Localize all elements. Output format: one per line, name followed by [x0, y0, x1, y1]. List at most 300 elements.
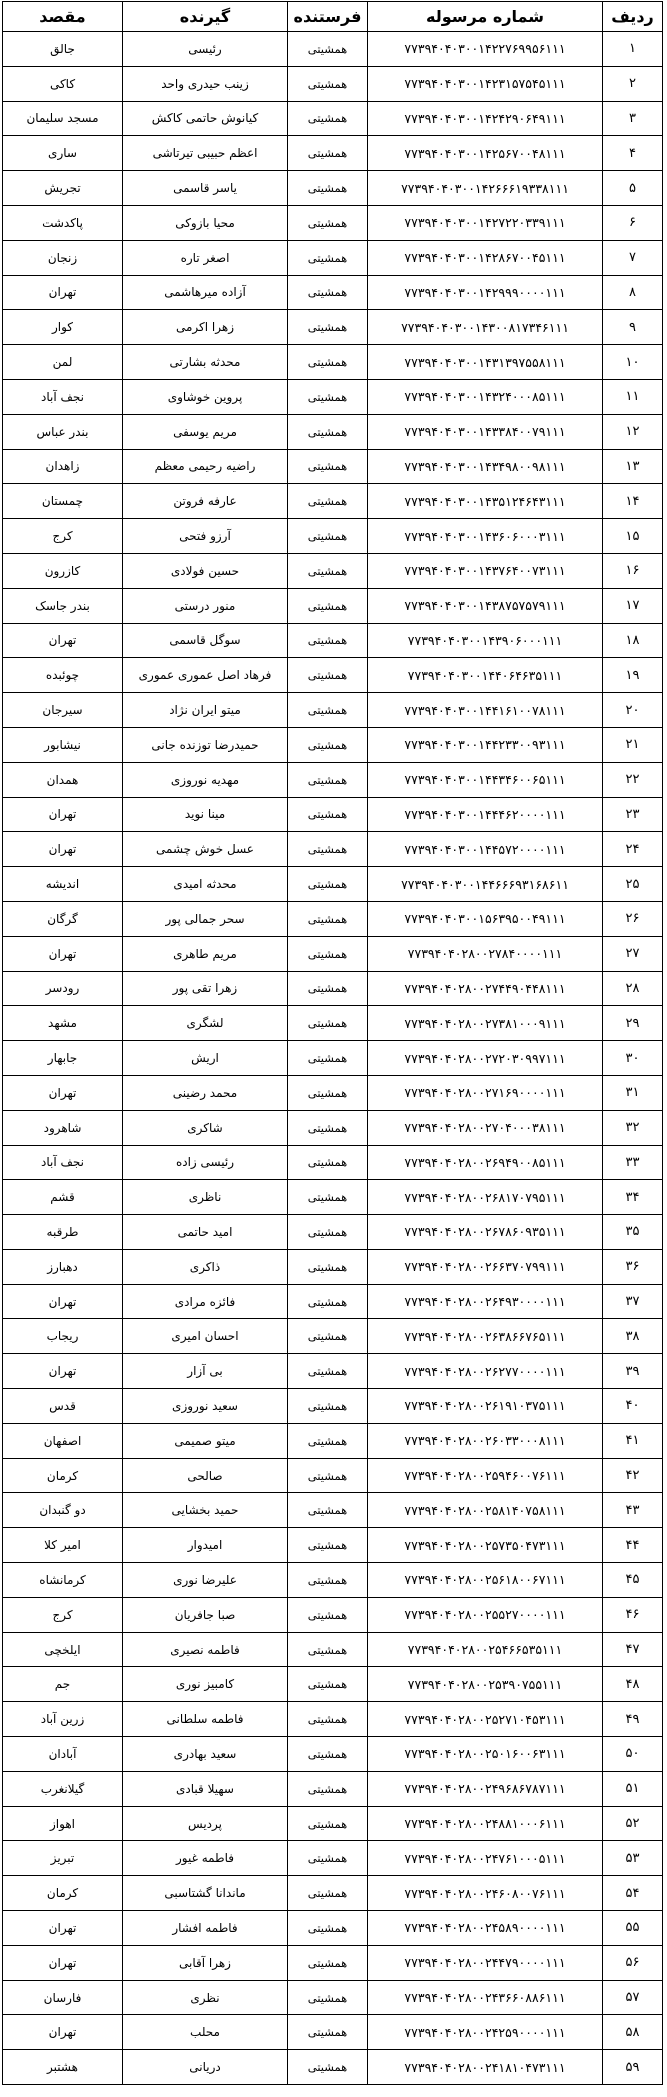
row-number-cell: ۴ [603, 136, 663, 171]
shipment-sheet [3, 1, 663, 2095]
table-row [3, 1876, 663, 1911]
row-number-cell: ۴۲ [603, 1458, 663, 1493]
destination-cell: کرمان [3, 1458, 123, 1493]
recipient-cell: فرهاد اصل عموری عموری [123, 658, 288, 693]
recipient-cell: مینا نوید [123, 797, 288, 832]
destination-cell: تبریز [3, 1841, 123, 1876]
row-number-cell: ۴۴ [603, 1528, 663, 1563]
sender-cell: همشیتی [288, 1354, 368, 1389]
tracking-number-cell: ۷۷۳۹۴۰۴۰۳۰۰۱۴۴۲۳۳۰۰۹۳۱۱۱ [368, 727, 603, 762]
sender-cell: همشیتی [288, 1597, 368, 1632]
destination-cell: اندیشه [3, 867, 123, 902]
recipient-cell: حسین فولادی [123, 553, 288, 588]
recipient-cell: منور درستی [123, 588, 288, 623]
tracking-number-cell: ۷۷۳۹۴۰۴۰۳۰۰۱۴۳۷۶۴۰۰۷۳۱۱۱ [368, 553, 603, 588]
tracking-number-cell: ۷۷۳۹۴۰۴۰۲۸۰۰۲۷۸۴۰۰۰۰۱۱۱ [368, 936, 603, 971]
row-number-cell: ۳ [603, 101, 663, 136]
row-number-cell: ۱۹ [603, 658, 663, 693]
table-row [3, 484, 663, 519]
sender-cell: همشیتی [288, 1563, 368, 1598]
tracking-number-cell: ۷۷۳۹۴۰۴۰۲۸۰۰۲۴۸۸۱۰۰۰۶۱۱۱ [368, 1806, 603, 1841]
row-number-cell: ۵۴ [603, 1876, 663, 1911]
table-row [3, 240, 663, 275]
row-number-cell: ۲۸ [603, 971, 663, 1006]
destination-cell: تهران [3, 797, 123, 832]
tracking-number-cell: ۷۷۳۹۴۰۴۰۲۸۰۰۲۵۶۱۸۰۰۶۷۱۱۱ [368, 1563, 603, 1598]
tracking-number-cell: ۷۷۳۹۴۰۴۰۲۸۰۰۲۷۲۰۳۰۹۹۷۱۱۱ [368, 1041, 603, 1076]
row-number-cell: ۵۰ [603, 1737, 663, 1772]
sender-cell: همشیتی [288, 936, 368, 971]
recipient-cell: زهرا آقابی [123, 1945, 288, 1980]
sender-cell: همشیتی [288, 1284, 368, 1319]
destination-cell: کاکی [3, 66, 123, 101]
sender-cell: همشیتی [288, 797, 368, 832]
recipient-cell: حمیدرضا توزنده جانی [123, 727, 288, 762]
recipient-cell: پروین خوشاوی [123, 379, 288, 414]
table-row [3, 310, 663, 345]
destination-cell: آبادان [3, 1737, 123, 1772]
tracking-number-cell: ۷۷۳۹۴۰۴۰۲۸۰۰۲۵۵۲۷۰۰۰۰۱۱۱ [368, 1597, 603, 1632]
destination-cell: تهران [3, 1945, 123, 1980]
table-row [3, 867, 663, 902]
sender-cell: همشیتی [288, 1667, 368, 1702]
recipient-cell: کیانوش حاتمی کاکش [123, 101, 288, 136]
recipient-cell: یاسر قاسمی [123, 171, 288, 206]
tracking-number-cell: ۷۷۳۹۴۰۴۰۲۸۰۰۲۷۰۴۰۰۰۳۸۱۱۱ [368, 1110, 603, 1145]
tracking-number-cell: ۷۷۳۹۴۰۴۰۲۸۰۰۲۵۳۹۰۷۵۵۱۱۱ [368, 1667, 603, 1702]
destination-cell: چمستان [3, 484, 123, 519]
row-number-cell: ۹ [603, 310, 663, 345]
table-row [3, 66, 663, 101]
destination-cell: کرج [3, 1597, 123, 1632]
tracking-number-cell: ۷۷۳۹۴۰۴۰۳۰۰۱۴۳۶۰۶۰۰۰۳۱۱۱ [368, 519, 603, 554]
sender-cell: همشیتی [288, 240, 368, 275]
recipient-cell: میتو ایران نژاد [123, 693, 288, 728]
tracking-number-cell: ۷۷۳۹۴۰۴۰۲۸۰۰۲۶۶۳۷۰۷۹۹۱۱۱ [368, 1249, 603, 1284]
row-number-cell: ۵ [603, 171, 663, 206]
destination-cell: چوئبده [3, 658, 123, 693]
destination-cell: گیلانغرب [3, 1771, 123, 1806]
table-row [3, 1806, 663, 1841]
sender-cell: همشیتی [288, 101, 368, 136]
row-number-cell: ۲۵ [603, 867, 663, 902]
destination-cell: زاهدان [3, 449, 123, 484]
sender-cell: همشیتی [288, 1458, 368, 1493]
table-row [3, 1911, 663, 1946]
recipient-cell: محیا بازوکی [123, 205, 288, 240]
recipient-cell: امیدوار [123, 1528, 288, 1563]
row-number-cell: ۴۵ [603, 1563, 663, 1598]
table-row [3, 623, 663, 658]
table-row [3, 1632, 663, 1667]
table-row [3, 1528, 663, 1563]
recipient-cell: ماندانا گشتاسبی [123, 1876, 288, 1911]
table-row [3, 727, 663, 762]
sender-cell: همشیتی [288, 1528, 368, 1563]
destination-cell: نجف آباد [3, 1145, 123, 1180]
recipient-cell: آزاده میرهاشمی [123, 275, 288, 310]
table-row [3, 379, 663, 414]
table-row [3, 1667, 663, 1702]
destination-cell: رودسر [3, 971, 123, 1006]
recipient-cell: لشگری [123, 1006, 288, 1041]
recipient-cell: فاطمه سلطانی [123, 1702, 288, 1737]
sender-cell: همشیتی [288, 1180, 368, 1215]
row-number-cell: ۱۲ [603, 414, 663, 449]
row-number-cell: ۵۱ [603, 1771, 663, 1806]
tracking-number-cell: ۷۷۳۹۴۰۴۰۳۰۰۱۴۲۵۶۷۰۰۴۸۱۱۱ [368, 136, 603, 171]
sender-cell: همشیتی [288, 1493, 368, 1528]
table-row [3, 1145, 663, 1180]
table-row [3, 658, 663, 693]
sender-cell: همشیتی [288, 1319, 368, 1354]
destination-cell: اصفهان [3, 1423, 123, 1458]
table-row [3, 1458, 663, 1493]
tracking-number-cell: ۷۷۳۹۴۰۴۰۳۰۰۱۴۳۵۱۲۴۶۴۳۱۱۱ [368, 484, 603, 519]
destination-cell: تهران [3, 623, 123, 658]
sender-cell: همشیتی [288, 762, 368, 797]
tracking-number-cell: ۷۷۳۹۴۰۴۰۳۰۰۱۴۲۷۲۲۰۳۳۹۱۱۱ [368, 205, 603, 240]
shipments-table [2, 1, 663, 2085]
sender-cell: همشیتی [288, 2050, 368, 2085]
destination-cell: پاکدشت [3, 205, 123, 240]
recipient-cell: کامبیز نوری [123, 1667, 288, 1702]
destination-cell: هشتبر [3, 2050, 123, 2085]
table-row [3, 2015, 663, 2050]
destination-cell: بندر جاسک [3, 588, 123, 623]
row-number-cell: ۳۲ [603, 1110, 663, 1145]
row-number-cell: ۲۱ [603, 727, 663, 762]
tracking-number-cell: ۷۷۳۹۴۰۴۰۲۸۰۰۲۵۸۱۴۰۷۵۸۱۱۱ [368, 1493, 603, 1528]
recipient-cell: دریانی [123, 2050, 288, 2085]
destination-cell: تجریش [3, 171, 123, 206]
destination-cell: کرمان [3, 1876, 123, 1911]
row-number-cell: ۵۹ [603, 2050, 663, 2085]
tracking-number-cell: ۷۷۳۹۴۰۴۰۲۸۰۰۲۵۷۳۵۰۴۷۳۱۱۱ [368, 1528, 603, 1563]
tracking-number-cell: ۷۷۳۹۴۰۴۰۲۸۰۰۲۷۱۶۹۰۰۰۰۱۱۱ [368, 1075, 603, 1110]
destination-cell: دو گنبدان [3, 1493, 123, 1528]
destination-cell: تهران [3, 1911, 123, 1946]
tracking-number-cell: ۷۷۳۹۴۰۴۰۲۸۰۰۲۵۲۷۱۰۴۵۳۱۱۱ [368, 1702, 603, 1737]
tracking-number-cell: ۷۷۳۹۴۰۴۰۲۸۰۰۲۵۴۶۶۵۳۵۱۱۱ [368, 1632, 603, 1667]
table-row [3, 832, 663, 867]
destination-cell: کازرون [3, 553, 123, 588]
table-row [3, 1180, 663, 1215]
destination-cell: قشم [3, 1180, 123, 1215]
destination-cell: طرقبه [3, 1215, 123, 1250]
table-row [3, 136, 663, 171]
sender-cell: همشیتی [288, 867, 368, 902]
row-number-cell: ۴۳ [603, 1493, 663, 1528]
tracking-number-cell: ۷۷۳۹۴۰۴۰۲۸۰۰۲۶۴۹۳۰۰۰۰۱۱۱ [368, 1284, 603, 1319]
row-number-cell: ۶ [603, 205, 663, 240]
tracking-number-cell: ۷۷۳۹۴۰۴۰۳۰۰۱۴۴۱۶۱۰۰۷۸۱۱۱ [368, 693, 603, 728]
destination-cell: ساری [3, 136, 123, 171]
destination-cell: تهران [3, 936, 123, 971]
tracking-number-cell: ۷۷۳۹۴۰۴۰۳۰۰۱۴۳۱۳۹۷۵۵۸۱۱۱ [368, 345, 603, 380]
table-row [3, 936, 663, 971]
tracking-number-cell: ۷۷۳۹۴۰۴۰۲۸۰۰۲۴۵۸۹۰۰۰۰۱۱۱ [368, 1911, 603, 1946]
table-row [3, 1945, 663, 1980]
destination-cell: مسجد سلیمان [3, 101, 123, 136]
row-number-cell: ۳۶ [603, 1249, 663, 1284]
sender-cell: همشیتی [288, 379, 368, 414]
destination-cell: تهران [3, 2015, 123, 2050]
recipient-cell: زهرا اکرمی [123, 310, 288, 345]
tracking-number-cell: ۷۷۳۹۴۰۴۰۲۸۰۰۲۴۹۶۸۶۷۸۷۱۱۱ [368, 1771, 603, 1806]
row-number-cell: ۳۰ [603, 1041, 663, 1076]
row-number-cell: ۱۷ [603, 588, 663, 623]
recipient-cell: سوگل قاسمی [123, 623, 288, 658]
sender-cell: همشیتی [288, 310, 368, 345]
recipient-cell: پردیس [123, 1806, 288, 1841]
tracking-number-cell: ۷۷۳۹۴۰۴۰۳۰۰۱۴۲۸۶۷۰۰۴۵۱۱۱ [368, 240, 603, 275]
destination-cell: همدان [3, 762, 123, 797]
sender-cell: همشیتی [288, 414, 368, 449]
sender-cell: همشیتی [288, 588, 368, 623]
table-row [3, 1110, 663, 1145]
destination-cell: تهران [3, 1284, 123, 1319]
table-row [3, 1354, 663, 1389]
tracking-number-cell: ۷۷۳۹۴۰۴۰۳۰۰۱۴۴۰۶۴۶۳۵۱۱۱ [368, 658, 603, 693]
destination-cell: ایلخچی [3, 1632, 123, 1667]
table-row [3, 171, 663, 206]
recipient-cell: احسان امیری [123, 1319, 288, 1354]
sender-cell: همشیتی [288, 1423, 368, 1458]
table-row [3, 1284, 663, 1319]
recipient-cell: مهدیه نوروزی [123, 762, 288, 797]
row-number-cell: ۳۹ [603, 1354, 663, 1389]
tracking-number-cell: ۷۷۳۹۴۰۴۰۳۰۰۱۴۴۴۶۲۰۰۰۰۱۱۱ [368, 797, 603, 832]
row-number-cell: ۴۷ [603, 1632, 663, 1667]
destination-cell: جالق [3, 32, 123, 67]
row-number-cell: ۴۱ [603, 1423, 663, 1458]
destination-cell: کوار [3, 310, 123, 345]
row-number-cell: ۵۸ [603, 2015, 663, 2050]
recipient-cell: صبا جافریان [123, 1597, 288, 1632]
row-number-cell: ۴۸ [603, 1667, 663, 1702]
recipient-cell: حمید بخشایی [123, 1493, 288, 1528]
recipient-cell: فائزه مرادی [123, 1284, 288, 1319]
table-row [3, 797, 663, 832]
tracking-number-cell: ۷۷۳۹۴۰۴۰۳۰۰۱۴۳۰۰۸۱۷۳۴۶۱۱۱ [368, 310, 603, 345]
sender-cell: همشیتی [288, 1702, 368, 1737]
row-number-cell: ۸ [603, 275, 663, 310]
sender-cell: همشیتی [288, 1737, 368, 1772]
sender-cell: همشیتی [288, 1145, 368, 1180]
sender-cell: همشیتی [288, 275, 368, 310]
recipient-cell: فاطمه غیور [123, 1841, 288, 1876]
recipient-cell: علیرضا نوری [123, 1563, 288, 1598]
row-number-cell: ۵۵ [603, 1911, 663, 1946]
destination-cell: زنجان [3, 240, 123, 275]
destination-cell: تهران [3, 1354, 123, 1389]
destination-cell: سیرجان [3, 693, 123, 728]
sender-cell: همشیتی [288, 1006, 368, 1041]
tracking-number-cell: ۷۷۳۹۴۰۴۰۳۰۰۱۴۲۶۶۶۱۹۳۳۸۱۱۱ [368, 171, 603, 206]
sender-cell: همشیتی [288, 1911, 368, 1946]
tracking-number-cell: ۷۷۳۹۴۰۴۰۲۸۰۰۲۴۷۶۱۰۰۰۵۱۱۱ [368, 1841, 603, 1876]
recipient-cell: عارفه فروتن [123, 484, 288, 519]
table-row [3, 1041, 663, 1076]
row-number-cell: ۲۶ [603, 901, 663, 936]
tracking-number-cell: ۷۷۳۹۴۰۴۰۲۸۰۰۲۴۲۵۹۰۰۰۰۱۱۱ [368, 2015, 603, 2050]
tracking-number-cell: ۷۷۳۹۴۰۴۰۳۰۰۱۴۳۴۹۸۰۰۹۸۱۱۱ [368, 449, 603, 484]
row-number-cell: ۳۳ [603, 1145, 663, 1180]
recipient-cell: زینب حیدری واحد [123, 66, 288, 101]
sender-cell: همشیتی [288, 1110, 368, 1145]
table-row [3, 449, 663, 484]
row-number-cell: ۱۰ [603, 345, 663, 380]
sender-cell: همشیتی [288, 1945, 368, 1980]
table-row [3, 1493, 663, 1528]
row-number-cell: ۵۳ [603, 1841, 663, 1876]
table-row [3, 275, 663, 310]
sender-cell: همشیتی [288, 727, 368, 762]
tracking-number-cell: ۷۷۳۹۴۰۴۰۳۰۰۱۴۴۵۷۲۰۰۰۰۱۱۱ [368, 832, 603, 867]
row-number-cell: ۴۹ [603, 1702, 663, 1737]
row-number-cell: ۵۶ [603, 1945, 663, 1980]
destination-cell: لمن [3, 345, 123, 380]
row-number-cell: ۷ [603, 240, 663, 275]
row-number-cell: ۳۴ [603, 1180, 663, 1215]
tracking-number-cell: ۷۷۳۹۴۰۴۰۲۸۰۰۲۵۰۱۶۰۰۶۳۱۱۱ [368, 1737, 603, 1772]
row-number-cell: ۳۱ [603, 1075, 663, 1110]
row-number-cell: ۱۸ [603, 623, 663, 658]
destination-cell: اهواز [3, 1806, 123, 1841]
sender-cell: همشیتی [288, 171, 368, 206]
recipient-cell: اریش [123, 1041, 288, 1076]
tracking-number-cell: ۷۷۳۹۴۰۴۰۲۸۰۰۲۴۳۶۶۰۸۸۶۱۱۱ [368, 1980, 603, 2015]
tracking-number-cell: ۷۷۳۹۴۰۴۰۲۸۰۰۲۶۱۹۱۰۳۷۵۱۱۱ [368, 1389, 603, 1424]
tracking-number-cell: ۷۷۳۹۴۰۴۰۳۰۰۱۴۴۳۴۶۰۰۶۵۱۱۱ [368, 762, 603, 797]
sender-cell: همشیتی [288, 971, 368, 1006]
table-row [3, 414, 663, 449]
header-recipient: گیرنده [123, 2, 288, 32]
tracking-number-cell: ۷۷۳۹۴۰۴۰۳۰۰۱۴۳۲۴۰۰۰۸۵۱۱۱ [368, 379, 603, 414]
recipient-cell: ناظری [123, 1180, 288, 1215]
recipient-cell: ذاکری [123, 1249, 288, 1284]
row-number-cell: ۲ [603, 66, 663, 101]
recipient-cell: محلب [123, 2015, 288, 2050]
table-row [3, 1563, 663, 1598]
table-row [3, 553, 663, 588]
row-number-cell: ۳۷ [603, 1284, 663, 1319]
sender-cell: همشیتی [288, 832, 368, 867]
tracking-number-cell: ۷۷۳۹۴۰۴۰۲۸۰۰۲۵۹۴۶۰۰۷۶۱۱۱ [368, 1458, 603, 1493]
recipient-cell: امید حاتمی [123, 1215, 288, 1250]
tracking-number-cell: ۷۷۳۹۴۰۴۰۳۰۰۱۴۳۳۸۴۰۰۷۹۱۱۱ [368, 414, 603, 449]
tracking-number-cell: ۷۷۳۹۴۰۴۰۲۸۰۰۲۶۷۸۶۰۹۳۵۱۱۱ [368, 1215, 603, 1250]
table-row [3, 1389, 663, 1424]
table-row [3, 1075, 663, 1110]
sender-cell: همشیتی [288, 693, 368, 728]
destination-cell: فارسان [3, 1980, 123, 2015]
recipient-cell: رئیسی زاده [123, 1145, 288, 1180]
table-row [3, 1702, 663, 1737]
sender-cell: همشیتی [288, 901, 368, 936]
recipient-cell: محدثه امیدی [123, 867, 288, 902]
table-row [3, 1980, 663, 2015]
row-number-cell: ۱۴ [603, 484, 663, 519]
table-row [3, 1006, 663, 1041]
recipient-cell: زهرا تقی پور [123, 971, 288, 1006]
row-number-cell: ۲۷ [603, 936, 663, 971]
row-number-cell: ۲۴ [603, 832, 663, 867]
header-tracking-number: شماره مرسوله [368, 2, 603, 32]
sender-cell: همشیتی [288, 205, 368, 240]
tracking-number-cell: ۷۷۳۹۴۰۴۰۳۰۰۱۴۲۲۷۶۹۹۵۶۱۱۱ [368, 32, 603, 67]
destination-cell: دهبارز [3, 1249, 123, 1284]
table-row [3, 901, 663, 936]
table-row [3, 205, 663, 240]
recipient-cell: فاطمه نصیری [123, 1632, 288, 1667]
recipient-cell: راضیه رحیمی معظم [123, 449, 288, 484]
tracking-number-cell: ۷۷۳۹۴۰۴۰۲۸۰۰۲۷۴۴۹۰۴۴۸۱۱۱ [368, 971, 603, 1006]
destination-cell: نیشابور [3, 727, 123, 762]
destination-cell: جابهار [3, 1041, 123, 1076]
table-row [3, 1319, 663, 1354]
sender-cell: همشیتی [288, 1249, 368, 1284]
sender-cell: همشیتی [288, 136, 368, 171]
recipient-cell: شاکری [123, 1110, 288, 1145]
sender-cell: همشیتی [288, 2015, 368, 2050]
recipient-cell: سعید بهادری [123, 1737, 288, 1772]
recipient-cell: سحر جمالی پور [123, 901, 288, 936]
row-number-cell: ۲۹ [603, 1006, 663, 1041]
header-sender: فرستنده [288, 2, 368, 32]
destination-cell: تهران [3, 1075, 123, 1110]
row-number-cell: ۱۳ [603, 449, 663, 484]
row-number-cell: ۲۰ [603, 693, 663, 728]
sender-cell: همشیتی [288, 32, 368, 67]
recipient-cell: نظری [123, 1980, 288, 2015]
row-number-cell: ۱۱ [603, 379, 663, 414]
sender-cell: همشیتی [288, 66, 368, 101]
row-number-cell: ۳۵ [603, 1215, 663, 1250]
table-row [3, 971, 663, 1006]
sender-cell: همشیتی [288, 553, 368, 588]
sender-cell: همشیتی [288, 1075, 368, 1110]
sender-cell: همشیتی [288, 1389, 368, 1424]
recipient-cell: محدثه بشارتی [123, 345, 288, 380]
sender-cell: همشیتی [288, 623, 368, 658]
tracking-number-cell: ۷۷۳۹۴۰۴۰۳۰۰۱۴۲۹۹۹۰۰۰۰۱۱۱ [368, 275, 603, 310]
row-number-cell: ۴۶ [603, 1597, 663, 1632]
recipient-cell: عسل خوش چشمی [123, 832, 288, 867]
row-number-cell: ۳۸ [603, 1319, 663, 1354]
tracking-number-cell: ۷۷۳۹۴۰۴۰۲۸۰۰۲۷۳۸۱۰۰۰۹۱۱۱ [368, 1006, 603, 1041]
destination-cell: مشهد [3, 1006, 123, 1041]
destination-cell: بندر عباس [3, 414, 123, 449]
recipient-cell: رئیسی [123, 32, 288, 67]
header-destination: مقصد [3, 2, 123, 32]
table-row [3, 519, 663, 554]
destination-cell: نجف آباد [3, 379, 123, 414]
table-row [3, 762, 663, 797]
tracking-number-cell: ۷۷۳۹۴۰۴۰۲۸۰۰۲۶۰۳۳۰۰۰۸۱۱۱ [368, 1423, 603, 1458]
table-row [3, 32, 663, 67]
recipient-cell: بی آزار [123, 1354, 288, 1389]
recipient-cell: مریم یوسفی [123, 414, 288, 449]
tracking-number-cell: ۷۷۳۹۴۰۴۰۲۸۰۰۲۶۹۴۹۰۰۸۵۱۱۱ [368, 1145, 603, 1180]
row-number-cell: ۵۷ [603, 1980, 663, 2015]
row-number-cell: ۱۵ [603, 519, 663, 554]
recipient-cell: سهیلا قبادی [123, 1771, 288, 1806]
table-row [3, 345, 663, 380]
tracking-number-cell: ۷۷۳۹۴۰۴۰۲۸۰۰۲۴۴۷۹۰۰۰۰۱۱۱ [368, 1945, 603, 1980]
sender-cell: همشیتی [288, 484, 368, 519]
